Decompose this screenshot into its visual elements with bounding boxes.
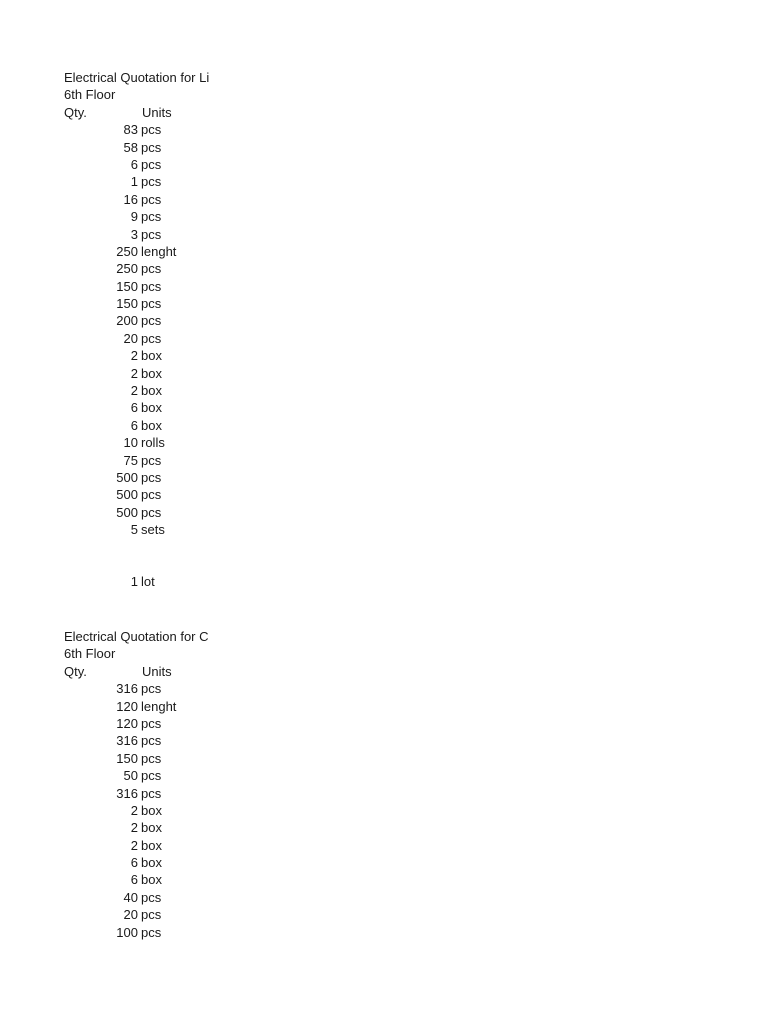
item-unit: pcs bbox=[141, 889, 162, 905]
quotation-title: Electrical Quotation for Li bbox=[64, 70, 210, 85]
item-unit: box bbox=[141, 383, 162, 399]
floor-label: 6th Floor bbox=[64, 646, 116, 662]
item-row bbox=[64, 139, 304, 156]
item-row bbox=[64, 819, 304, 836]
item-qty: 150 bbox=[116, 296, 138, 312]
item-qty: 20 bbox=[123, 330, 138, 346]
item-row bbox=[64, 698, 304, 715]
item-row bbox=[64, 469, 304, 486]
item-row bbox=[64, 260, 304, 277]
item-qty: 200 bbox=[116, 313, 138, 329]
item-qty: 2 bbox=[130, 348, 138, 364]
item-row bbox=[64, 417, 304, 434]
item-qty: 316 bbox=[116, 681, 138, 697]
item-row bbox=[64, 504, 304, 521]
item-unit: pcs bbox=[141, 313, 162, 329]
item-qty: 40 bbox=[123, 889, 138, 905]
item-qty: 150 bbox=[116, 750, 138, 766]
item-row bbox=[64, 399, 304, 416]
item-unit: pcs bbox=[141, 296, 162, 312]
item-unit: pcs bbox=[141, 209, 162, 225]
item-qty: 58 bbox=[123, 139, 138, 155]
item-unit: rolls bbox=[141, 435, 165, 451]
item-unit: box bbox=[141, 417, 162, 433]
item-row bbox=[64, 889, 304, 906]
item-unit: pcs bbox=[141, 261, 162, 277]
item-row bbox=[64, 785, 304, 802]
item-unit: lot bbox=[141, 574, 155, 590]
item-qty: 316 bbox=[116, 785, 138, 801]
item-row bbox=[64, 330, 304, 347]
item-row bbox=[64, 486, 304, 503]
spacer bbox=[64, 539, 304, 574]
item-row bbox=[64, 191, 304, 208]
item-qty: 83 bbox=[123, 122, 138, 138]
item-row bbox=[64, 347, 304, 364]
item-qty: 20 bbox=[123, 907, 138, 923]
item-unit: box bbox=[141, 365, 162, 381]
qty-column-header: Qty. bbox=[64, 663, 87, 679]
item-unit: box bbox=[141, 348, 162, 364]
item-unit: pcs bbox=[141, 122, 162, 138]
item-row bbox=[64, 121, 304, 138]
units-column-header: Units bbox=[142, 663, 172, 679]
item-unit: pcs bbox=[141, 191, 162, 207]
item-unit: pcs bbox=[141, 924, 162, 940]
item-qty: 2 bbox=[130, 383, 138, 399]
item-row bbox=[64, 312, 304, 329]
item-qty: 6 bbox=[130, 400, 138, 416]
item-qty: 150 bbox=[116, 278, 138, 294]
item-qty: 500 bbox=[116, 469, 138, 485]
item-row bbox=[64, 767, 304, 784]
item-row bbox=[64, 173, 304, 190]
item-unit: pcs bbox=[141, 785, 162, 801]
item-row bbox=[64, 365, 304, 382]
item-qty: 5 bbox=[130, 522, 138, 538]
item-row bbox=[64, 226, 304, 243]
item-row bbox=[64, 521, 304, 538]
item-qty: 1 bbox=[130, 574, 138, 590]
item-qty: 2 bbox=[130, 802, 138, 818]
floor-label: 6th Floor bbox=[64, 87, 116, 103]
item-unit: pcs bbox=[141, 681, 162, 697]
item-unit: pcs bbox=[141, 907, 162, 923]
qty-column-header: Qty. bbox=[64, 104, 87, 120]
item-list bbox=[64, 680, 304, 941]
item-row bbox=[64, 871, 304, 888]
item-unit: pcs bbox=[141, 469, 162, 485]
item-row bbox=[64, 837, 304, 854]
item-row bbox=[64, 295, 304, 312]
item-unit: box bbox=[141, 855, 162, 871]
item-row bbox=[64, 156, 304, 173]
item-qty: 250 bbox=[116, 261, 138, 277]
item-unit: pcs bbox=[141, 750, 162, 766]
item-unit: pcs bbox=[141, 452, 162, 468]
item-qty: 9 bbox=[130, 209, 138, 225]
quotation-section-2 bbox=[64, 628, 304, 941]
item-unit: box bbox=[141, 820, 162, 836]
quotation-section-1 bbox=[64, 69, 304, 591]
item-row bbox=[64, 278, 304, 295]
item-unit: pcs bbox=[141, 768, 162, 784]
item-row bbox=[64, 854, 304, 871]
item-row bbox=[64, 750, 304, 767]
item-unit: pcs bbox=[141, 733, 162, 749]
item-qty: 500 bbox=[116, 487, 138, 503]
item-unit: pcs bbox=[141, 504, 162, 520]
item-qty: 100 bbox=[116, 924, 138, 940]
item-qty: 1 bbox=[130, 174, 138, 190]
item-qty: 6 bbox=[130, 855, 138, 871]
item-qty: 50 bbox=[123, 768, 138, 784]
item-unit: pcs bbox=[141, 715, 162, 731]
item-unit: pcs bbox=[141, 156, 162, 172]
item-qty: 316 bbox=[116, 733, 138, 749]
units-column-header: Units bbox=[142, 104, 172, 120]
item-qty: 120 bbox=[116, 715, 138, 731]
quotation-title: Electrical Quotation for C bbox=[64, 629, 209, 644]
item-unit: lenght bbox=[141, 698, 177, 714]
item-unit: pcs bbox=[141, 226, 162, 242]
item-unit: pcs bbox=[141, 278, 162, 294]
item-qty: 2 bbox=[130, 837, 138, 853]
item-unit: sets bbox=[141, 522, 165, 538]
item-row bbox=[64, 906, 304, 923]
item-row bbox=[64, 715, 304, 732]
item-qty: 6 bbox=[130, 872, 138, 888]
item-qty: 500 bbox=[116, 504, 138, 520]
item-unit: pcs bbox=[141, 487, 162, 503]
item-row bbox=[64, 382, 304, 399]
item-unit: box bbox=[141, 400, 162, 416]
item-qty: 250 bbox=[116, 243, 138, 259]
item-row bbox=[64, 732, 304, 749]
item-qty: 3 bbox=[130, 226, 138, 242]
item-row bbox=[64, 802, 304, 819]
item-qty: 120 bbox=[116, 698, 138, 714]
item-qty: 75 bbox=[123, 452, 138, 468]
item-row bbox=[64, 243, 304, 260]
lot-row bbox=[64, 573, 304, 590]
item-unit: pcs bbox=[141, 174, 162, 190]
column-header-row bbox=[64, 104, 304, 121]
item-qty: 2 bbox=[130, 820, 138, 836]
item-row bbox=[64, 208, 304, 225]
item-unit: pcs bbox=[141, 139, 162, 155]
item-unit: box bbox=[141, 802, 162, 818]
item-unit: pcs bbox=[141, 330, 162, 346]
item-row bbox=[64, 434, 304, 451]
item-qty: 10 bbox=[123, 435, 138, 451]
item-row bbox=[64, 924, 304, 941]
item-unit: box bbox=[141, 837, 162, 853]
item-qty: 16 bbox=[123, 191, 138, 207]
item-qty: 6 bbox=[130, 417, 138, 433]
column-header-row bbox=[64, 663, 304, 680]
item-row bbox=[64, 680, 304, 697]
item-row bbox=[64, 452, 304, 469]
item-unit: box bbox=[141, 872, 162, 888]
item-unit: lenght bbox=[141, 243, 177, 259]
item-qty: 6 bbox=[130, 156, 138, 172]
item-qty: 2 bbox=[130, 365, 138, 381]
item-list bbox=[64, 121, 304, 538]
